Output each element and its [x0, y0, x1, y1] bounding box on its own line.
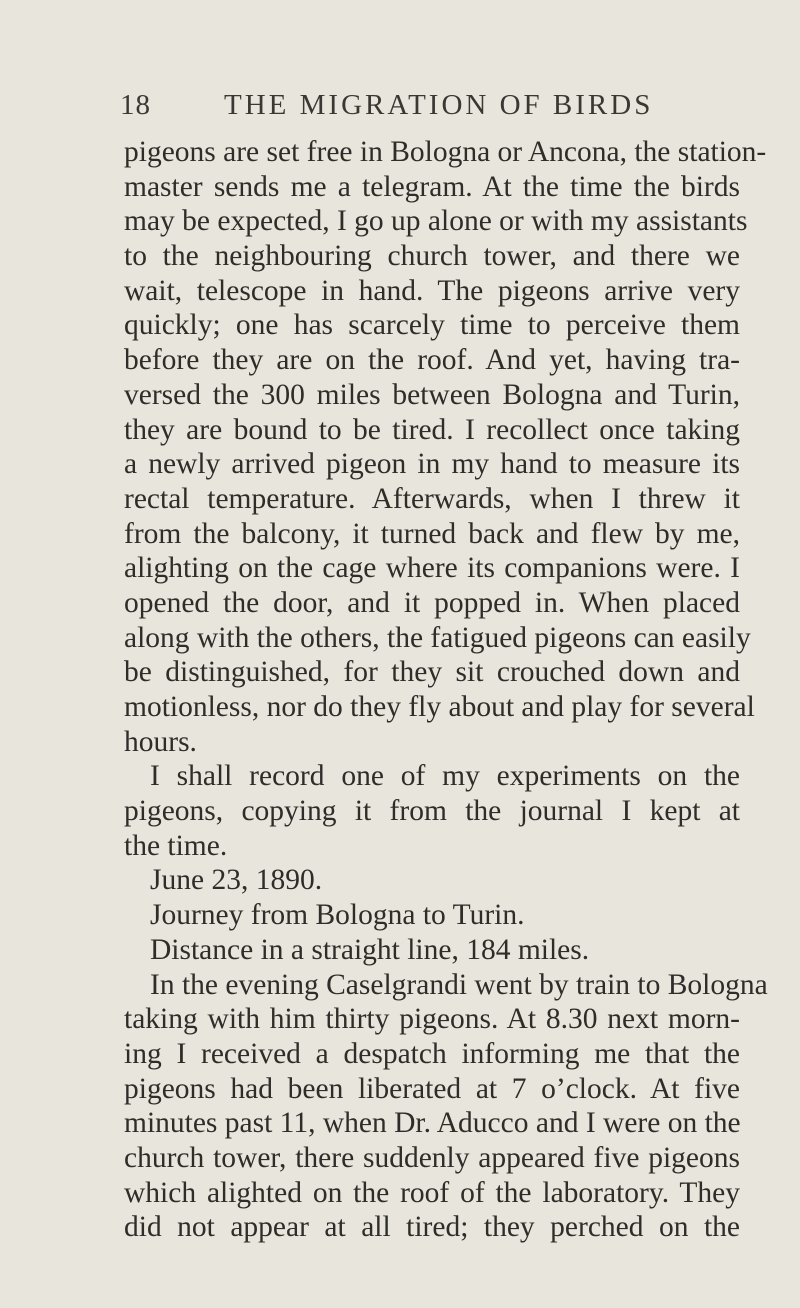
text-line: pigeons, copying it from the journal I kept at — [124, 795, 740, 828]
text-line: may be expected, I go up alone or with my assistants — [124, 205, 748, 238]
text-line: to the neighbouring church tower, and there we — [124, 240, 740, 273]
text-line: a newly arrived pigeon in my hand to measure its — [124, 448, 740, 481]
text-line: I shall record one of my experiments on the — [150, 760, 740, 793]
text-line: In the evening Caselgrandi went by train to Bologna — [150, 968, 768, 1001]
text-line: did not appear at all tired; they perched on the — [124, 1211, 740, 1244]
text-line: taking with him thirty pigeons. At 8.30 next morn- — [124, 1003, 740, 1036]
text-line: from the balcony, it turned back and flew by me, — [124, 517, 740, 550]
text-line: rectal temperature. Afterwards, when I threw it — [124, 482, 740, 515]
text-line: hours. — [124, 725, 197, 758]
text-line: the time. — [124, 829, 228, 862]
text-line: Journey from Bologna to Turin. — [150, 899, 525, 932]
running-head — [120, 88, 740, 122]
text-line: Distance in a straight line, 184 miles. — [150, 933, 590, 966]
text-line: before they are on the roof. And yet, having tra- — [124, 344, 740, 377]
text-line: versed the 300 miles between Bologna and Turin, — [124, 378, 740, 411]
text-line: opened the door, and it popped in. When placed — [124, 586, 740, 619]
body-text — [124, 135, 768, 1245]
text-line: along with the others, the fatigued pigeons can easily — [124, 621, 751, 654]
text-line: pigeons had been liberated at 7 o’clock. At five — [124, 1072, 740, 1105]
text-line: church tower, there suddenly appeared five pigeons — [124, 1141, 740, 1174]
text-line: motionless, nor do they fly about and play for several — [124, 691, 755, 723]
text-line: quickly; one has scarcely time to perceive them — [124, 309, 740, 342]
text-line: minutes past 11, when Dr. Aducco and I were on the — [124, 1107, 741, 1140]
page-number: 18 — [120, 89, 151, 121]
text-line: ing I received a despatch informing me that the — [124, 1037, 740, 1070]
text-line: be distinguished, for they sit crouched down and — [124, 656, 740, 689]
text-line: wait, telescope in hand. The pigeons arrive very — [124, 274, 740, 307]
running-title: THE MIGRATION OF BIRDS — [224, 89, 654, 121]
text-line: alighting on the cage where its companions were. I — [124, 552, 740, 585]
text-line: pigeons are set free in Bologna or Ancona, the station- — [124, 136, 767, 168]
text-line: they are bound to be tired. I recollect once taking — [124, 413, 740, 446]
text-line: which alighted on the roof of the laboratory. They — [124, 1176, 740, 1209]
text-line: master sends me a telegram. At the time the birds — [124, 170, 740, 203]
text-line: June 23, 1890. — [150, 864, 323, 897]
